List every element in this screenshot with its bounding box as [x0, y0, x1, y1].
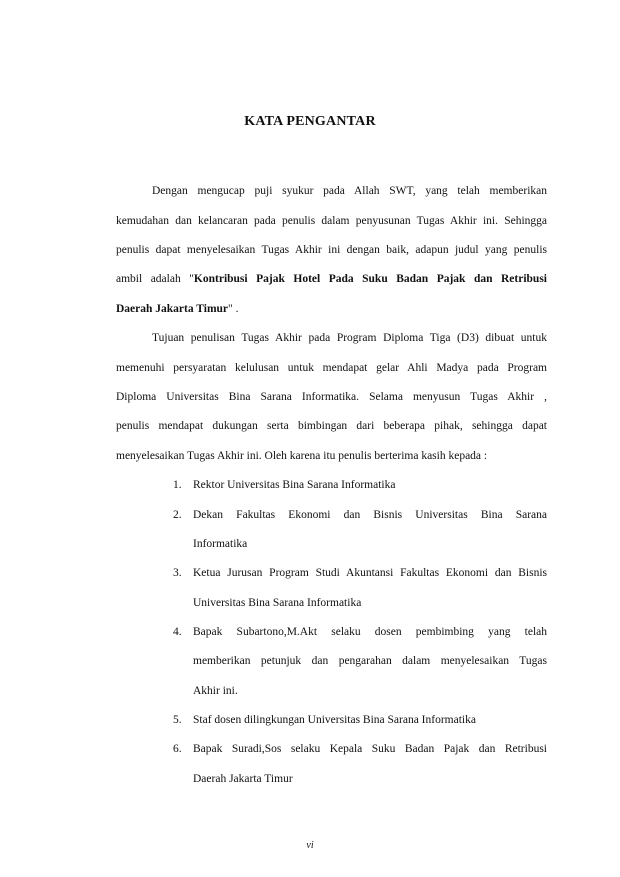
thesis-title: Daerah Jakarta Timur	[116, 303, 229, 315]
paragraph-2-line: menyelesaikan Tugas Akhir ini. Oleh karena itu penulis berterima kasih kepada :	[116, 450, 488, 462]
list-item-text: Bapak Subartono,M.Akt selaku dosen pembimbing yang telah	[193, 626, 547, 638]
paragraph-1-line	[116, 272, 547, 286]
list-item-text: Informatika	[193, 538, 248, 550]
paragraph-1-line: kemudahan dan kelancaran pada penulis dalam penyusunan Tugas Akhir ini. Sehingga	[116, 215, 547, 227]
list-number: 1.	[173, 479, 182, 491]
list-item-text: Daerah Jakarta Timur	[193, 773, 293, 785]
list-item-text: Ketua Jurusan Program Studi Akuntansi Fakultas Ekonomi dan Bisnis	[193, 567, 547, 579]
paragraph-1-line: penulis dapat menyelesaikan Tugas Akhir ini dengan baik, adapun judul yang penulis	[116, 244, 547, 256]
text: ambil adalah "	[116, 273, 194, 285]
paragraph-2-line: Diploma Universitas Bina Sarana Informatika. Selama menyusun Tugas Akhir ,	[116, 391, 547, 403]
paragraph-2-line: memenuhi persyaratan kelulusan untuk mendapat gelar Ahli Madya pada Program	[116, 362, 547, 374]
list-item-text: Universitas Bina Sarana Informatika	[193, 597, 362, 609]
page-title: KATA PENGANTAR	[244, 114, 376, 129]
paragraph-1-line: Dengan mengucap puji syukur pada Allah SWT, yang telah memberikan	[152, 185, 547, 197]
list-item-text: Rektor Universitas Bina Sarana Informatika	[193, 479, 396, 491]
list-number: 5.	[173, 714, 182, 726]
list-item-text: Akhir ini.	[193, 685, 238, 697]
list-number: 2.	[173, 509, 182, 521]
list-number: 3.	[173, 567, 182, 579]
list-item-text: Dekan Fakultas Ekonomi dan Bisnis Universitas Bina Sarana	[193, 509, 547, 521]
text: " .	[228, 303, 239, 315]
paragraph-1-line	[116, 302, 547, 316]
list-number: 6.	[173, 743, 182, 755]
list-item-text: Bapak Suradi,Sos selaku Kepala Suku Badan Pajak dan Retribusi	[193, 743, 547, 755]
list-number: 4.	[173, 626, 182, 638]
paragraph-2-line: penulis mendapat dukungan serta bimbingan dari beberapa pihak, sehingga dapat	[116, 420, 547, 432]
list-item-text: Staf dosen dilingkungan Universitas Bina Sarana Informatika	[193, 714, 476, 726]
page-number: vi	[306, 840, 314, 851]
list-item-text: memberikan petunjuk dan pengarahan dalam menyelesaikan Tugas	[193, 655, 547, 667]
paragraph-2-line: Tujuan penulisan Tugas Akhir pada Program Diploma Tiga (D3) dibuat untuk	[152, 332, 547, 344]
thesis-title: Kontribusi Pajak Hotel Pada Suku Badan Pajak dan Retribusi	[193, 273, 547, 285]
